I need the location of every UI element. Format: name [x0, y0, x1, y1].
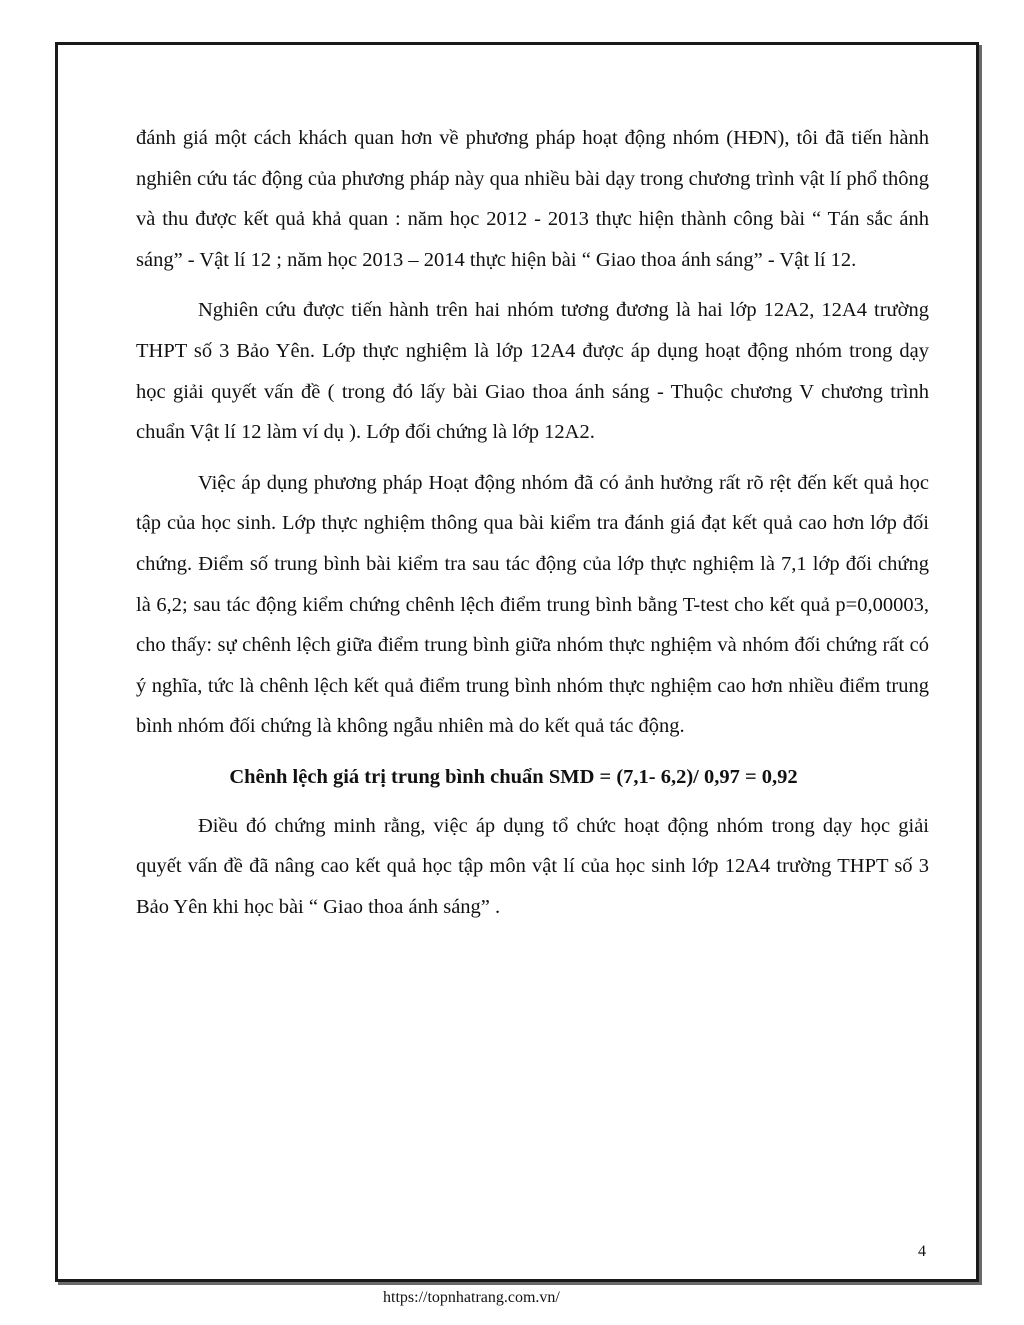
smd-formula: Chênh lệch giá trị trung bình chuẩn SMD = (7,1- 6,2)/ 0,97 = 0,92: [229, 765, 798, 788]
paragraph-continuation: đánh giá một cách khách quan hơn về phương pháp hoạt động nhóm (HĐN), tôi đã tiến hành nghiên cứu tác động của phương pháp này qua nhiều bài dạy trong chương trình vật lí phổ thông và thu được kết quả khả quan : năm học 2012 - 2013 thực hiện thành công bài “ Tán sắc ánh sáng” - Vật lí 12 ; năm học 2013 – 2014 thực hiện bài “ Giao thoa ánh sáng” - Vật lí 12.: [136, 127, 929, 271]
paragraph-results: Việc áp dụng phương pháp Hoạt động nhóm đã có ảnh hưởng rất rõ rệt đến kết quả học tập của học sinh. Lớp thực nghiệm thông qua bài kiểm tra đánh giá đạt kết quả cao hơn lớp đối chứng. Điểm số trung bình bài kiểm tra sau tác động của lớp thực nghiệm là 7,1 lớp đối chứng là 6,2; sau tác động kiểm chứng chênh lệch điểm trung bình bằng T-test cho kết quả p=0,00003, cho thấy: sự chênh lệch giữa điểm trung bình giữa nhóm thực nghiệm và nhóm đối chứng rất có ý nghĩa, tức là chênh lệch kết quả điểm trung bình nhóm thực nghiệm cao hơn nhiều điểm trung bình nhóm đối chứng là không ngẫu nhiên mà do kết quả tác động.: [136, 471, 929, 738]
page-number: 4: [918, 1243, 926, 1260]
footer-url-link[interactable]: https://topnhatrang.com.vn/: [383, 1289, 560, 1306]
paragraph-conclusion: Điều đó chứng minh rằng, việc áp dụng tổ chức hoạt động nhóm trong dạy học giải quyết vấn đề đã nâng cao kết quả học tập môn vật lí của học sinh lớp 12A4 trường THPT số 3 Bảo Yên khi học bài “ Giao thoa ánh sáng” .: [136, 814, 929, 918]
paragraph-research-groups: Nghiên cứu được tiến hành trên hai nhóm tương đương là hai lớp 12A2, 12A4 trường THPT số 3 Bảo Yên. Lớp thực nghiệm là lớp 12A4 được áp dụng hoạt động nhóm trong dạy học giải quyết vấn đề ( trong đó lấy bài Giao thoa ánh sáng - Thuộc chương V chương trình chuẩn Vật lí 12 làm ví dụ ). Lớp đối chứng là lớp 12A2.: [136, 299, 929, 444]
document-body: [136, 118, 929, 937]
